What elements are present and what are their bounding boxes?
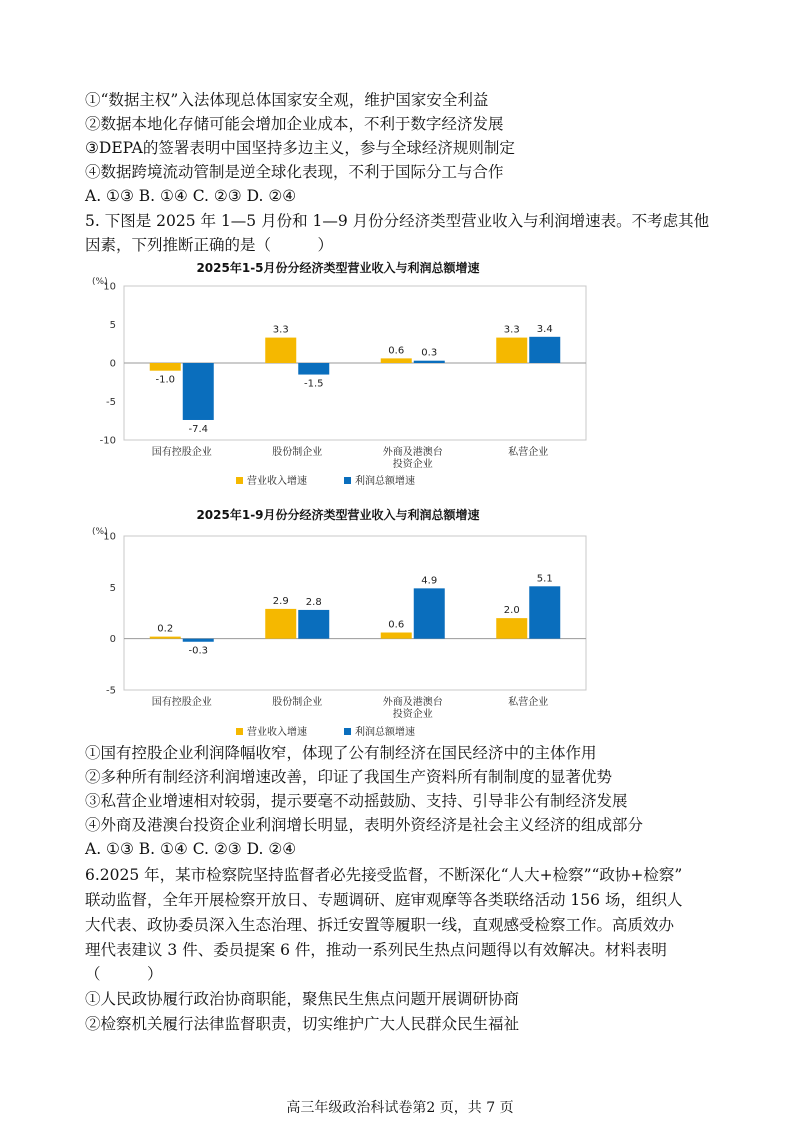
- chart-1-ytick-1: 5: [109, 582, 116, 594]
- chart-1-bar-2-0: [381, 633, 412, 639]
- chart-0-ytick-0: 10: [103, 281, 116, 293]
- chart-0-bar-2-1: [414, 361, 445, 363]
- chart-0-bar-0-1: [183, 363, 214, 420]
- chart-0-legend-swatch-0: [236, 477, 243, 484]
- q6-stem-line-2: 联动监督，全年开展检察开放日、专题调研、庭审观摩等各类联络活动 156 场，组织人: [85, 891, 683, 909]
- chart-0-ytick-3: -5: [106, 397, 116, 408]
- chart-1-bar-1-0: [265, 609, 296, 639]
- chart-0-category-1: 股份制企业: [272, 447, 323, 458]
- q5-stem-line-1: 5. 下图是 2025 年 1—5 月份和 1—9 月份分经济类型营业收入与利润增速表。不考虑其他: [85, 212, 710, 230]
- chart-1-ylabel: (%): [92, 527, 108, 537]
- q6-stem-line-3: 大代表、政协委员深入生态治理、拆迁安置等履职一线，直观感受检察工作。高质效办: [85, 916, 675, 934]
- chart-1-legend-swatch-1: [344, 728, 351, 735]
- chart-1-title: 2025年1-9月份分经济类型营业收入与利润总额增速: [196, 508, 480, 522]
- chart-1-datalabel-0-0: 0.2: [157, 623, 174, 635]
- chart-0-title: 2025年1-5月份分经济类型营业收入与利润总额增速: [196, 261, 480, 275]
- chart-1-category-1: 股份制企业: [272, 697, 323, 708]
- chart-0-legend-swatch-1: [344, 477, 351, 484]
- chart-1-ytick-2: 0: [109, 634, 116, 646]
- chart-0-bar-3-0: [496, 338, 527, 363]
- chart-0-bar-1-0: [265, 338, 296, 363]
- q5-stem-line-2: 因素，下列推断正确的是（ ）: [85, 236, 334, 254]
- q6-stem-line-1: 6.2025 年，某市检察院坚持监督者必先接受监督，不断深化“人大+检察”“政协+检察”: [85, 866, 683, 884]
- chart-0-legend-label-0: 营业收入增速: [247, 476, 307, 487]
- chart-1-datalabel-3-1: 5.1: [536, 573, 553, 585]
- chart-1-legend-label-1: 利润总额增速: [355, 727, 415, 738]
- q6-option-2: ②检察机关履行法律监督职责，切实维护广大人民群众民生福祉: [85, 1015, 520, 1033]
- chart-1-legend-label-0: 营业收入增速: [247, 727, 307, 738]
- chart-0-datalabel-2-1: 0.3: [421, 347, 438, 359]
- chart-1-bar-2-1: [414, 588, 445, 638]
- q6-stem-line-5: （ ）: [85, 965, 163, 983]
- chart-0-bar-0-0: [150, 363, 181, 371]
- page-footer: 高三年级政治科试卷第2 页，共 7 页: [286, 1100, 514, 1116]
- chart-1-category-2-line2: 投资企业: [392, 709, 433, 720]
- q5-option-3: ③私营企业增速相对较弱，提示要毫不动摇鼓励、支持、引导非公有制经济发展: [85, 792, 628, 810]
- chart-0-datalabel-1-1: -1.5: [303, 378, 324, 390]
- chart-0-legend-label-1: 利润总额增速: [355, 476, 415, 487]
- chart-0-bar-3-1: [529, 337, 560, 363]
- chart-1-bar-3-0: [496, 618, 527, 639]
- chart-1-bar-0-1: [183, 639, 214, 642]
- q4-option-3: ③DEPA的签署表明中国坚持多边主义，参与全球经济规则制定: [85, 139, 515, 157]
- chart-1-datalabel-1-1: 2.8: [305, 596, 322, 608]
- chart-1-datalabel-0-1: -0.3: [188, 645, 209, 657]
- chart-0-bar-2-0: [381, 358, 412, 363]
- chart-1-category-0: 国有控股企业: [151, 697, 212, 708]
- chart-0-category-3: 私营企业: [508, 447, 549, 458]
- q5-answer-choices: A. ①③ B. ①④ C. ②③ D. ②④: [85, 840, 297, 858]
- chart-0-category-0: 国有控股企业: [151, 447, 212, 458]
- q5-option-1: ①国有控股企业利润降幅收窄，体现了公有制经济在国民经济中的主体作用: [85, 744, 597, 762]
- chart-1-ytick-3: -5: [106, 685, 116, 697]
- chart-1-bar-3-1: [529, 586, 560, 638]
- chart-0-datalabel-2-0: 0.6: [388, 345, 405, 357]
- q6-option-1: ①人民政协履行政治协商职能，聚焦民生焦点问题开展调研协商: [85, 990, 520, 1008]
- chart-0-category-2-line2: 投资企业: [392, 459, 433, 470]
- chart-0-datalabel-3-0: 3.3: [503, 324, 520, 336]
- chart-jan-sep-svg: [88, 505, 596, 750]
- chart-jan-sep: [88, 505, 596, 750]
- chart-0-datalabel-1-0: 3.3: [272, 324, 289, 336]
- chart-1-category-2: 外商及港澳台: [382, 697, 443, 708]
- chart-0-category-2: 外商及港澳台: [382, 447, 443, 458]
- chart-0-datalabel-3-1: 3.4: [536, 323, 553, 335]
- q6-stem-line-4: 理代表建议 3 件、委员提案 6 件，推动一系列民生热点问题得以有效解决。材料表明: [85, 941, 667, 959]
- chart-0-ytick-2: 0: [109, 358, 116, 370]
- q4-answer-choices: A. ①③ B. ①④ C. ②③ D. ②④: [85, 187, 297, 205]
- chart-1-datalabel-2-0: 0.6: [388, 619, 405, 631]
- chart-jan-may: [88, 258, 596, 494]
- chart-1-datalabel-1-0: 2.9: [272, 595, 289, 607]
- chart-0-ytick-1: 5: [109, 320, 116, 331]
- chart-0-datalabel-0-0: -1.0: [155, 374, 176, 386]
- chart-1-category-3: 私营企业: [508, 697, 549, 708]
- q4-option-4: ④数据跨境流动管制是逆全球化表现，不利于国际分工与合作: [85, 163, 504, 181]
- chart-jan-may-svg: [88, 258, 596, 494]
- chart-0-datalabel-0-1: -7.4: [188, 423, 209, 435]
- chart-1-bar-1-1: [298, 610, 329, 639]
- q4-option-2: ②数据本地化存储可能会增加企业成本，不利于数字经济发展: [85, 115, 504, 133]
- chart-1-datalabel-3-0: 2.0: [503, 605, 520, 617]
- q5-option-4: ④外商及港澳台投资企业利润增长明显，表明外资经济是社会主义经济的组成部分: [85, 816, 644, 834]
- chart-1-datalabel-2-1: 4.9: [421, 575, 438, 587]
- chart-1-legend-swatch-0: [236, 728, 243, 735]
- chart-0-ytick-4: -10: [99, 435, 116, 447]
- q4-option-1: ①“数据主权”入法体现总体国家安全观，维护国家安全利益: [85, 91, 489, 109]
- chart-0-bar-1-1: [298, 363, 329, 375]
- q5-option-2: ②多种所有制经济利润增速改善，印证了我国生产资料所有制制度的显著优势: [85, 768, 613, 786]
- chart-1-bar-0-0: [150, 637, 181, 639]
- chart-1-ytick-0: 10: [103, 531, 116, 543]
- chart-0-ylabel: (%): [92, 277, 108, 287]
